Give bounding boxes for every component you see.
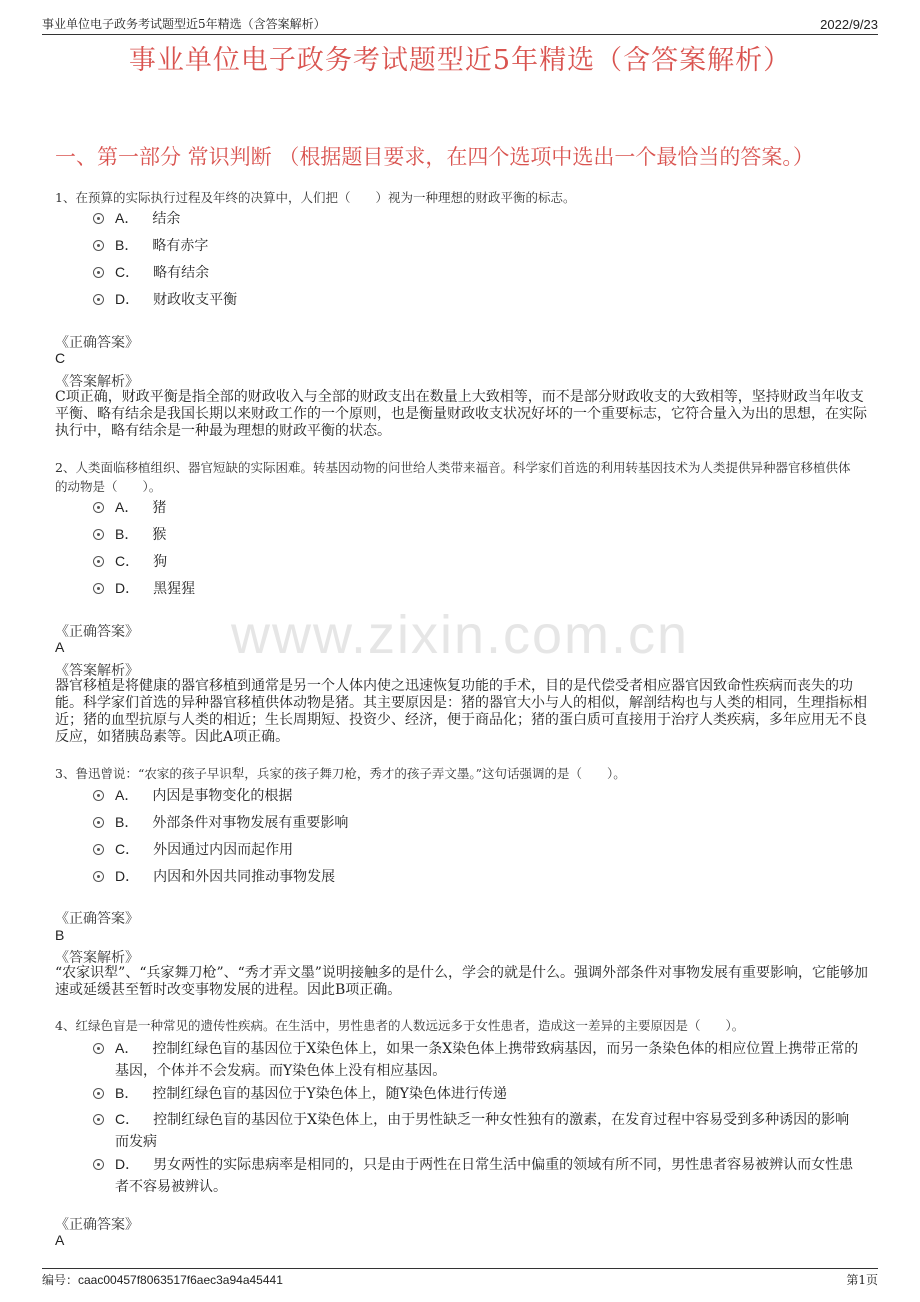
answer-label: 《正确答案》 [55, 624, 139, 640]
analysis-label: 《答案解析》 [55, 663, 139, 679]
option-4a[interactable]: A． 控制红绿色盲的基因位于X染色体上，如果一条X染色体上携带致病基因，而另一条染色体的相应位置上携带正常的基因，个体并不会发病。而Y染色体上没有相应基因。 [93, 1037, 862, 1082]
answer-4: A [55, 1232, 65, 1248]
question-4: 4、红绿色盲是一种常见的遗传性疾病。在生活中，男性患者的人数远远多于女性患者，造成这一差异的主要原因是（ ）。 [55, 1018, 745, 1033]
answer-2: A [55, 639, 65, 655]
radio-icon[interactable] [93, 556, 104, 567]
option-3c[interactable]: C． 外因通过内因而起作用 [93, 838, 862, 861]
header-title: 事业单位电子政务考试题型近5年精选（含答案解析） [42, 17, 326, 31]
radio-icon[interactable] [93, 267, 104, 278]
radio-icon[interactable] [93, 502, 104, 513]
answer-label: 《正确答案》 [55, 1217, 139, 1233]
answer-3: B [55, 927, 65, 943]
question-1: 1、在预算的实际执行过程及年终的决算中，人们把（ ）视为一种理想的财政平衡的标志。 [55, 190, 576, 205]
option-4d[interactable]: D． 男女两性的实际患病率是相同的，只是由于两性在日常生活中偏重的领域有所不同，男性患者容易被辨认而女性患者不容易被辨认。 [93, 1153, 862, 1198]
radio-icon[interactable] [93, 583, 104, 594]
question-2: 2、人类面临移植组织、器官短缺的实际困难。转基因动物的问世给人类带来福音。科学家们首选的利用转基因技术为人类提供异种器官移植供体的动物是（ ）。 [55, 460, 851, 494]
watermark: www.zixin.com.cn [230, 605, 690, 665]
page-header [42, 12, 878, 35]
option-1a[interactable]: A． 结余 [93, 207, 862, 230]
answer-label: 《正确答案》 [55, 911, 139, 927]
radio-icon[interactable] [93, 1114, 104, 1125]
option-2d[interactable]: D． 黑猩猩 [93, 577, 862, 600]
option-3a[interactable]: A． 内因是事物变化的根据 [93, 784, 862, 807]
option-3b[interactable]: B． 外部条件对事物发展有重要影响 [93, 811, 862, 834]
analysis-3: “农家识犁”、“兵家舞刀枪”、“秀才弄文墨”说明接触多的是什么，学会的就是什么。强调外部条件对事物发展有重要影响，它能够加速或延缓甚至暂时改变事物发展的进程。因此B项正确。 [55, 965, 868, 998]
option-3d[interactable]: D． 内因和外因共同推动事物发展 [93, 865, 862, 888]
question-3: 3、鲁迅曾说：“农家的孩子早识犁，兵家的孩子舞刀枪，秀才的孩子弄文墨。”这句话强调的是（ ）。 [55, 766, 626, 781]
radio-icon[interactable] [93, 844, 104, 855]
analysis-2: 器官移植是将健康的器官移植到通常是另一个人体内使之迅速恢复功能的手术，目的是代偿受者相应器官因致命性疾病而丧失的功能。科学家们首选的异种器官移植供体动物是猪。其主要原因是：猪的器官大小与人的相似，解剖结构也与人类的相同，生理指标相近；猪的血型抗原与人类的相近；生长周期短、投资少、经济，便于商品化；猪的蛋白质可直接用于治疗人类疾病，多年应用无不良反应，如猪胰岛素等。因此A项正确。 [55, 678, 867, 745]
radio-icon[interactable] [93, 1159, 104, 1170]
option-2a[interactable]: A． 猪 [93, 496, 862, 519]
radio-icon[interactable] [93, 790, 104, 801]
option-1b[interactable]: B． 略有赤字 [93, 234, 862, 257]
document-code: 编号：caac00457f8063517f6aec3a94a45441 [42, 1273, 283, 1287]
page-number: 第1页 [846, 1273, 878, 1287]
section-title: 一、第一部分 常识判断 （根据题目要求，在四个选项中选出一个最恰当的答案。） [55, 145, 814, 169]
answer-1: C [55, 350, 66, 366]
radio-icon[interactable] [93, 213, 104, 224]
analysis-label: 《答案解析》 [55, 950, 139, 966]
header-date: 2022/9/23 [820, 17, 878, 32]
radio-icon[interactable] [93, 1088, 104, 1099]
radio-icon[interactable] [93, 817, 104, 828]
document-title: 事业单位电子政务考试题型近5年精选（含答案解析） [128, 45, 792, 76]
page-footer [42, 1268, 878, 1291]
analysis-1: C项正确，财政平衡是指全部的财政收入与全部的财政支出在数量上大致相等，而不是部分财政收支的大致相等，坚持财政当年收支平衡、略有结余是我国长期以来财政工作的一个原则，也是衡量财政收支状况好坏的一个重要标志，它符合量入为出的思想，在实际执行中，略有结余是一种最为理想的财政平衡的状态。 [55, 389, 867, 439]
option-2b[interactable]: B． 猴 [93, 523, 862, 546]
radio-icon[interactable] [93, 240, 104, 251]
answer-label: 《正确答案》 [55, 335, 139, 351]
option-4c[interactable]: C． 控制红绿色盲的基因位于X染色体上，由于男性缺乏一种女性独有的激素，在发育过程中容易受到多种诱因的影响而发病 [93, 1108, 862, 1153]
radio-icon[interactable] [93, 529, 104, 540]
option-2c[interactable]: C． 狗 [93, 550, 862, 573]
radio-icon[interactable] [93, 1043, 104, 1054]
radio-icon[interactable] [93, 871, 104, 882]
radio-icon[interactable] [93, 294, 104, 305]
option-4b[interactable]: B． 控制红绿色盲的基因位于Y染色体上，随Y染色体进行传递 [93, 1082, 862, 1105]
option-1d[interactable]: D． 财政收支平衡 [93, 288, 862, 311]
analysis-label: 《答案解析》 [55, 374, 139, 390]
option-1c[interactable]: C． 略有结余 [93, 261, 862, 284]
